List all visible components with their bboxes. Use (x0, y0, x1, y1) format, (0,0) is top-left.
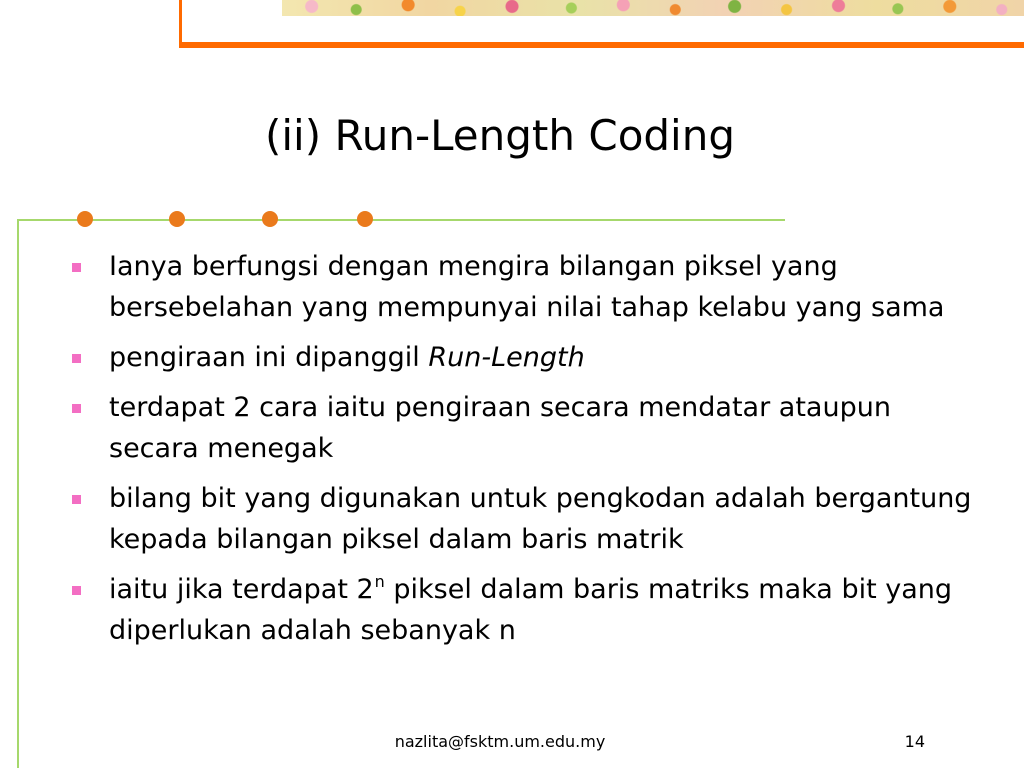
bullet-list (72, 246, 972, 660)
bullet-text-suffix: piksel dalam baris matriks maka bit yang diperlukan adalah sebanyak n (109, 574, 953, 646)
title-divider-line (17, 219, 785, 221)
bullet-square-icon (72, 495, 81, 504)
bullet-text (109, 342, 585, 373)
bullet-text-prefix: pengiraan ini dipanggil (109, 342, 429, 373)
bullet-item (72, 337, 972, 378)
slide-title: (ii) Run-Length Coding (265, 111, 735, 160)
footer-page-number: 14 (904, 732, 925, 751)
bullet-text (109, 574, 952, 646)
bullet-text: terdapat 2 cara iaitu pengiraan secara mendatar ataupun secara menegak (109, 392, 891, 464)
bullet-item (72, 569, 972, 651)
bullet-square-icon (72, 263, 81, 272)
bullet-text: bilang bit yang digunakan untuk pengkodan adalah bergantung kepada bilangan piksel dalam baris matrik (109, 483, 972, 555)
bullet-square-icon (72, 354, 81, 363)
bullet-item (72, 387, 972, 469)
content-frame-line (17, 219, 19, 768)
bullet-text: Ianya berfungsi dengan mengira bilangan piksel yang bersebelahan yang mempunyai nilai tahap kelabu yang sama (109, 251, 945, 323)
divider-dot-3 (262, 211, 278, 227)
divider-dot-4 (357, 211, 373, 227)
footer-email: nazlita@fsktm.um.edu.my (394, 732, 606, 751)
bullet-item (72, 478, 972, 560)
divider-dot-2 (169, 211, 185, 227)
bullet-square-icon (72, 404, 81, 413)
bullet-text-superscript: n (374, 572, 385, 591)
bullet-text-italic: Run-Length (428, 342, 585, 373)
bullet-item (72, 246, 972, 328)
bullet-text-prefix: iaitu jika terdapat 2 (109, 574, 374, 605)
bullet-square-icon (72, 586, 81, 595)
floral-banner-image (282, 0, 1024, 16)
header-orange-rule (179, 42, 1024, 48)
divider-dot-1 (77, 211, 93, 227)
